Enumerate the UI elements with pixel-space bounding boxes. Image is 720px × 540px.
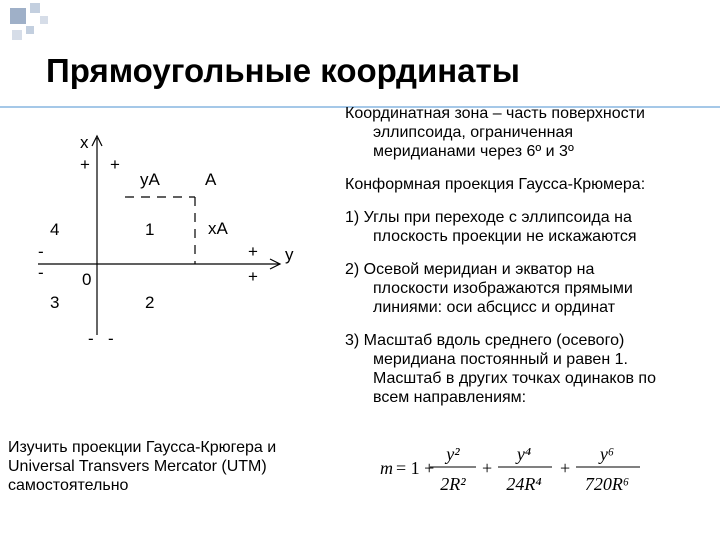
minus-sign: - — [88, 329, 94, 348]
plus-sign: + — [248, 267, 258, 286]
text-line: 2) Осевой меридиан и экватор на — [345, 261, 595, 278]
text-line: всем направлениям: — [373, 389, 527, 406]
list-item — [345, 208, 715, 246]
x-axis-label: x — [80, 133, 89, 152]
list-item — [345, 260, 715, 317]
text-line: Координатная зона – часть поверхности — [345, 105, 645, 122]
plus-sign: + — [110, 155, 120, 174]
quadrant-4-label: 4 — [50, 220, 60, 239]
corner-square-small — [12, 30, 22, 40]
formula-m: m — [380, 458, 393, 478]
quadrant-1-label: 1 — [145, 220, 155, 239]
scale-formula — [378, 434, 658, 500]
projection-heading — [345, 175, 715, 194]
point-a-label: A — [205, 170, 217, 189]
quadrant-2-label: 2 — [145, 293, 155, 312]
text-line: эллипсоида, ограниченная — [373, 124, 573, 141]
formula-numerator: y⁴ — [516, 444, 532, 464]
formula-plus: + — [560, 458, 571, 478]
study-note — [8, 438, 328, 495]
minus-sign: - — [108, 329, 114, 348]
formula-denominator: 720R⁶ — [584, 474, 630, 494]
formula-equals: = 1 + — [396, 458, 435, 478]
text-line: 3) Масштаб вдоль среднего (осевого) — [345, 332, 625, 349]
list-item — [345, 331, 715, 407]
text-line: меридианами через 6º и 3º — [373, 143, 574, 160]
corner-square-small — [30, 3, 40, 13]
text-line: Universal Transvers Mercator (UTM) — [8, 458, 267, 475]
xa-label: xA — [208, 219, 228, 238]
zone-definition — [345, 104, 715, 161]
corner-square-large — [10, 8, 26, 24]
plus-sign: + — [248, 242, 258, 261]
formula-numerator: y⁶ — [599, 444, 615, 464]
minus-sign: - — [38, 242, 44, 261]
text-line: Изучить проекции Гаусса-Крюгера и — [8, 439, 277, 456]
origin-label: 0 — [82, 270, 92, 289]
formula-numerator: y² — [446, 444, 460, 464]
plus-sign: + — [80, 155, 90, 174]
ya-label: yA — [140, 170, 160, 189]
corner-square-small — [26, 26, 34, 34]
text-line: Конформная проекция Гаусса-Крюмера: — [345, 176, 646, 193]
text-line: 1) Углы при переходе с эллипсоида на — [345, 209, 632, 226]
right-text-block — [345, 104, 715, 407]
text-line: Масштаб в других точках одинаков по — [373, 370, 656, 387]
text-line: самостоятельно — [8, 477, 129, 494]
formula-denominator: 24R⁴ — [506, 474, 542, 494]
y-axis-label: y — [285, 245, 294, 264]
formula-plus: + — [482, 458, 493, 478]
coordinate-diagram — [30, 130, 330, 360]
minus-sign: - — [38, 263, 44, 282]
quadrant-3-label: 3 — [50, 293, 60, 312]
text-line: меридиана постоянный и равен 1. — [373, 351, 628, 368]
text-line: плоскости изображаются прямыми — [373, 280, 633, 297]
text-line: линиями: оси абсцисс и ординат — [373, 299, 616, 316]
text-line: плоскость проекции не искажаются — [373, 228, 637, 245]
formula-denominator: 2R² — [440, 474, 466, 494]
page-title: Прямоугольные координаты — [46, 52, 520, 89]
corner-square-small — [40, 16, 48, 24]
